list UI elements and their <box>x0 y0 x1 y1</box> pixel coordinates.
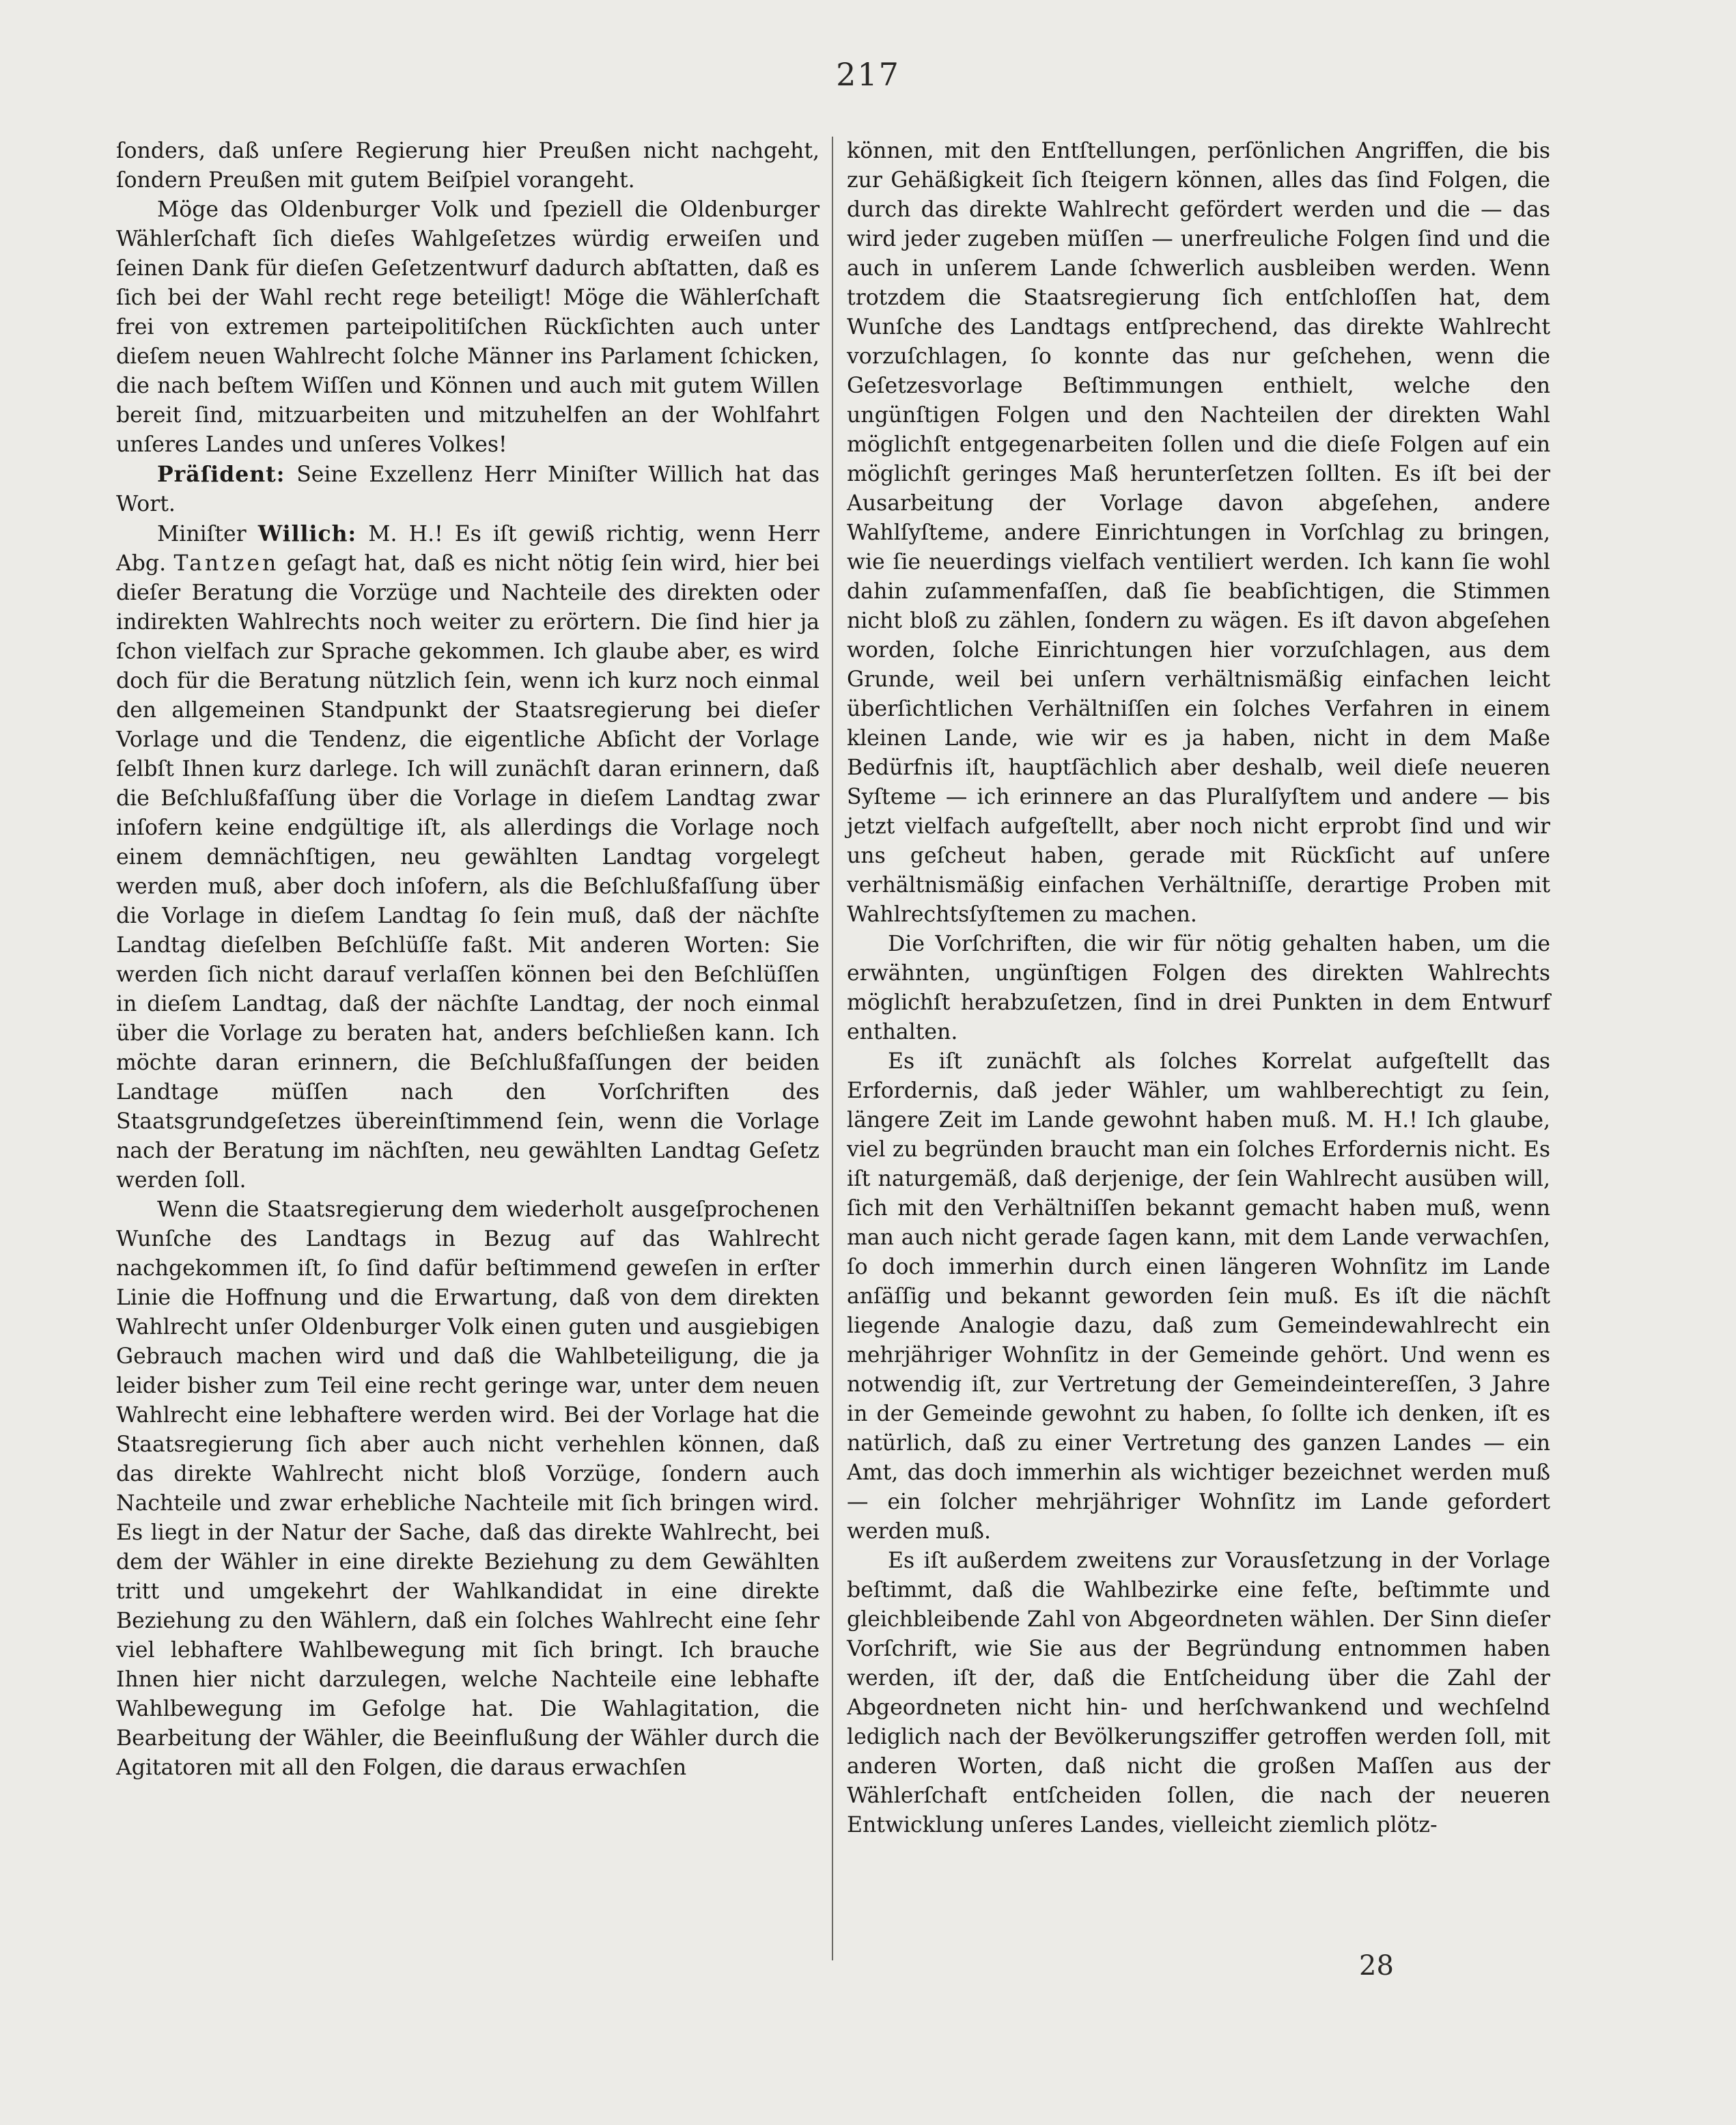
left-paragraph-4-text-b: geſagt hat, daß es nicht nötig ſein wird, hier bei dieſer Beratung die Vorzüge und Nachteile des direkten oder indirekten Wahlrechts noch weiter zu erörtern. Die ſind hier ja ſchon vielfach zur Sprache gekommen. Ich glaube aber, es wird doch für die Beratung nützlich ſein, wenn ich kurz noch einmal den allgemeinen Standpunkt der Staatsregierung bei dieſer Vorlage und die Tendenz, die eigentliche Abſicht der Vorlage ſelbſt Ihnen kurz darlege. Ich will zunächſt daran erinnern, daß die Beſchlußfaſſung über die Vorlage in dieſem Landtag zwar inſofern keine endgültige iſt, als allerdings die Vorlage noch einem demnächſtigen, neu gewählten Landtag vorgelegt werden muß, aber doch inſofern, als die Beſchlußfaſſung über die Vorlage in dieſem Landtag ſo ſein muß, daß der nächſte Landtag dieſelben Beſchlüſſe faßt. Mit anderen Worten: Sie werden ſich nicht darauf verlaſſen können bei den Beſchlüſſen in dieſem Landtag, daß der nächſte Landtag, der noch einmal über die Vorlage zu beraten hat, anders beſchließen kann. Ich möchte daran erinnern, die Beſchlußfaſſungen der beiden Landtage müſſen nach den Vorſchriften des Staatsgrundgeſetzes übereinſtimmend ſein, wenn die Vorlage nach der Beratung im nächſten, neu gewählten Landtag Geſetz werden ſoll. <box>116 551 820 1193</box>
left-column <box>116 137 820 1783</box>
left-paragraph-3 <box>116 460 820 519</box>
left-paragraph-4-text-a: M. H.! Es iſt gewiß richtig, wenn Herr Abg. <box>116 522 820 576</box>
left-paragraph-4 <box>116 519 820 1195</box>
right-paragraph-2: Die Vorſchriften, die wir für nötig gehalten haben, um die erwähnten, ungünſtigen Folgen des direkten Wahlrechts möglichſt herabzuſetzen, ſind in drei Punkten in dem Entwurf enthalten. <box>847 932 1550 1044</box>
speaker-willich: Willich: <box>257 521 357 546</box>
right-paragraph-4: Es iſt außerdem zweitens zur Vorausſetzung in der Vorlage beſtimmt, daß die Wahlbezirke eine feſte, beſtimmte und gleichbleibende Zahl von Abgeordneten wählen. Der Sinn dieſer Vorſchrift, wie Sie aus der Begründung entnommen haben werden, iſt der, daß die Entſcheidung über die Zahl der Abgeordneten nicht hin- und herſchwankend und wechſelnd lediglich nach der Bevölkerungsziffer getroffen werden ſoll, mit anderen Worten, daß nicht die großen Maſſen aus der Wählerſchaft entſcheiden ſollen, die nach der neueren Entwicklung unſeres Landes, vielleicht ziemlich plötz- <box>847 1548 1550 1837</box>
speaker-praesident: Präſident: <box>157 462 285 487</box>
left-paragraph-3-text: Seine Exzellenz Herr Miniſter Willich hat das Wort. <box>116 462 820 516</box>
right-paragraph-1: können, mit den Entſtellungen, perſönlichen Angriffen, die bis zur Gehäßigkeit ſich ſteigern können, alles das ſind Folgen, die durch das direkte Wahlrecht gefördert werden und die — das wird jeder zugeben müſſen — unerfreuliche Folgen ſind und die auch in unſerem Lande ſchwerlich ausbleiben werden. Wenn trotzdem die Staatsregierung ſich entſchloſſen hat, dem Wunſche des Landtags entſprechend, das direkte Wahlrecht vorzuſchlagen, ſo konnte das nur geſchehen, wenn die Geſetzesvorlage Beſtimmungen enthielt, welche den ungünſtigen Folgen und den Nachteilen der direkten Wahl möglichſt entgegenarbeiten ſollen und die dieſe Folgen auf ein möglichſt geringes Maß herunterſetzen ſollten. Es iſt bei der Ausarbeitung der Vorlage davon abgeſehen, andere Wahlſyſteme, andere Einrichtungen in Vorſchlag zu bringen, wie ſie neuerdings vielfach ventiliert werden. Ich kann ſie wohl dahin zuſammenfaſſen, daß ſie beabſichtigen, die Stimmen nicht bloß zu zählen, ſondern zu wägen. Es iſt davon abgeſehen worden, ſolche Einrichtungen hier vorzuſchlagen, aus dem Grunde, weil bei unſern verhältnismäßig einfachen leicht überſichtlichen Verhältniſſen ein ſolches Verfahren in einem kleinen Lande, wie wir es ja haben, nicht in dem Maße Bedürfnis iſt, hauptſächlich aber deshalb, weil dieſe neueren Syſteme — ich erinnere an das Pluralſyſtem und andere — bis jetzt vielfach aufgeſtellt, aber noch nicht erprobt ſind und wir uns geſcheut haben, gerade mit Rückſicht auf unſere verhältnismäßig einfachen Verhältniſſe, derartige Proben mit Wahlrechtsſyſtemen zu machen. <box>847 139 1550 927</box>
column-divider <box>832 137 833 1960</box>
signature-mark: 28 <box>1359 1950 1394 1982</box>
right-column <box>847 137 1550 1840</box>
left-paragraph-5: Wenn die Staatsregierung dem wiederholt ausgeſprochenen Wunſche des Landtags in Bezug auf das Wahlrecht nachgekommen iſt, ſo ſind dafür beſtimmend geweſen in erſter Linie die Hoffnung und die Erwartung, daß von dem direkten Wahlrecht unſer Oldenburger Volk einen guten und ausgiebigen Gebrauch machen wird und daß die Wahlbeteiligung, die ja leider bisher zum Teil eine recht geringe war, unter dem neuen Wahlrecht eine lebhaftere werden wird. Bei der Vorlage hat die Staatsregierung ſich aber auch nicht verhehlen können, daß das direkte Wahlrecht nicht bloß Vorzüge, ſondern auch Nachteile und zwar erhebliche Nachteile mit ſich bringen wird. Es liegt in der Natur der Sache, daß das direkte Wahlrecht, bei dem der Wähler in eine direkte Beziehung zu dem Gewählten tritt und umgekehrt der Wahlkandidat in eine direkte Beziehung zu den Wählern, daß ein ſolches Wahlrecht eine ſehr viel lebhaftere Wahlbewegung mit ſich bringt. Ich brauche Ihnen hier nicht darzulegen, welche Nachteile eine lebhafte Wahlbewegung im Gefolge hat. Die Wahlagitation, die Bearbeitung der Wähler, die Beeinflußung der Wähler durch die Agitatoren mit all den Folgen, die daraus erwachſen <box>116 1197 820 1780</box>
left-paragraph-1: ſonders, daß unſere Regierung hier Preußen nicht nachgeht, ſondern Preußen mit gutem Beiſpiel vorangeht. <box>116 139 820 193</box>
left-paragraph-4-prefix: Miniſter <box>157 522 258 546</box>
left-paragraph-2: Möge das Oldenburger Volk und ſpeziell die Oldenburger Wählerſchaft ſich dieſes Wahlgeſetzes würdig erweiſen und ſeinen Dank für dieſen Geſetzentwurf dadurch abſtatten, daß es ſich bei der Wahl recht rege beteiligt! Möge die Wählerſchaft frei von extremen parteipolitiſchen Rückſichten auch unter dieſem neuen Wahlrecht ſolche Männer ins Parlament ſchicken, die nach beſtem Wiſſen und Können und auch mit gutem Willen bereit ſind, mitzuarbeiten und mitzuhelfen an der Wohlfahrt unſeres Landes und unſeres Volkes! <box>116 197 820 457</box>
name-tantzen: Tantzen <box>173 551 279 576</box>
right-paragraph-3: Es iſt zunächſt als ſolches Korrelat aufgeſtellt das Erfordernis, daß jeder Wähler, um wahlberechtigt zu ſein, längere Zeit im Lande gewohnt haben muß. M. H.! Ich glaube, viel zu begründen braucht man ein ſolches Erfordernis nicht. Es iſt naturgemäß, daß derjenige, der ſein Wahlrecht ausüben will, ſich mit den Verhältniſſen bekannt gemacht haben muß, wenn man auch nicht gerade ſagen kann, mit dem Lande verwachſen, ſo doch immerhin durch einen längeren Wohnſitz im Lande anſäſſig und bekannt geworden ſein muß. Es iſt die nächſt liegende Analogie dazu, daß zum Gemeindewahlrecht ein mehrjähriger Wohnſitz in der Gemeinde gehört. Und wenn es notwendig iſt, zur Vertretung der Gemeindeintereſſen, 3 Jahre in der Gemeinde gewohnt zu haben, ſo ſollte ich denken, iſt es natürlich, daß zu einer Vertretung des ganzen Landes — ein Amt, das doch immerhin als wichtiger bezeichnet werden muß — ein ſolcher mehrjähriger Wohnſitz im Lande gefordert werden muß. <box>847 1049 1550 1544</box>
page-number: 217 <box>836 56 900 93</box>
